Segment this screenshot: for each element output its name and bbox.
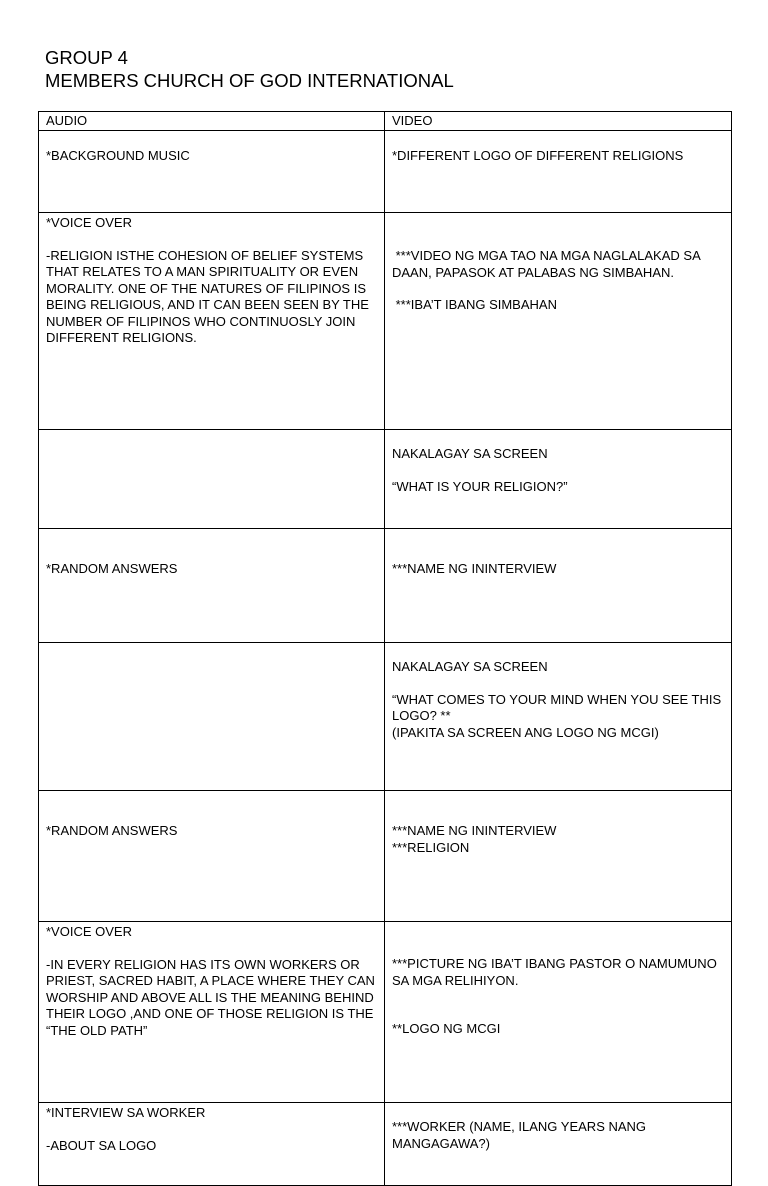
audio-cell (39, 922, 385, 1103)
audio-body: -ABOUT SA LOGO (46, 1137, 157, 1153)
video-cell (385, 643, 732, 791)
table-row (39, 791, 732, 922)
video-cell (385, 1103, 732, 1186)
audio-title: *VOICE OVER (46, 215, 132, 230)
audio-text: *RANDOM ANSWERS (46, 823, 178, 838)
audio-text: *RANDOM ANSWERS (46, 561, 178, 576)
audio-title: *INTERVIEW SA WORKER (46, 1105, 206, 1120)
audio-cell (39, 643, 385, 791)
video-text: NAKALAGAY SA SCREEN (392, 659, 548, 674)
audio-cell (39, 213, 385, 430)
video-text: “WHAT COMES TO YOUR MIND WHEN YOU SEE THIS LOGO? ** (392, 691, 725, 723)
video-text: ***WORKER (NAME, ILANG YEARS NANG MANGAGAWA?) (392, 1119, 650, 1151)
audio-cell (39, 1103, 385, 1186)
group-title: GROUP 4 (45, 47, 128, 68)
table-row (39, 643, 732, 791)
script-table (38, 111, 732, 1186)
video-text: ***RELIGION (392, 839, 470, 855)
table-header-row (39, 112, 732, 131)
video-cell (385, 213, 732, 430)
video-text: (IPAKITA SA SCREEN ANG LOGO NG MCGI) (392, 724, 659, 740)
video-column-header: VIDEO (385, 112, 732, 131)
audio-cell (39, 430, 385, 529)
table-row (39, 213, 732, 430)
table-row (39, 529, 732, 643)
video-text: NAKALAGAY SA SCREEN (392, 446, 548, 461)
document-title: MEMBERS CHURCH OF GOD INTERNATIONAL (45, 70, 454, 91)
video-text: ***VIDEO NG MGA TAO NA MGA NAGLALAKAD SA DAAN, PAPASOK AT PALABAS NG SIMBAHAN. (392, 248, 704, 280)
video-cell (385, 922, 732, 1103)
video-text: ***NAME NG ININTERVIEW (392, 823, 557, 838)
audio-cell (39, 131, 385, 213)
audio-column-header: AUDIO (39, 112, 385, 131)
video-text: **LOGO NG MCGI (392, 1021, 501, 1036)
video-text: ***PICTURE NG IBA’T IBANG PASTOR O NAMUMUNO SA MGA RELIHIYON. (392, 956, 721, 988)
audio-body: -RELIGION ISTHE COHESION OF BELIEF SYSTEMS THAT RELATES TO A MAN SPIRITUALITY OR EVEN MORALITY. ONE OF THE NATURES OF FILIPINOS IS BEING RELIGIOUS, AND IT CAN BEEN SEEN BY THE NUMBER OF FILIPINOS WHO CONTINUOSLY JOIN DIFFERENT RELIGIONS. (46, 247, 373, 345)
video-cell (385, 430, 732, 529)
video-cell (385, 529, 732, 643)
table-row (39, 1103, 732, 1186)
audio-title: *VOICE OVER (46, 924, 132, 939)
table-row (39, 922, 732, 1103)
video-text: “WHAT IS YOUR RELIGION?” (392, 478, 568, 494)
video-cell (385, 131, 732, 213)
audio-text: *BACKGROUND MUSIC (46, 148, 190, 163)
audio-cell (39, 791, 385, 922)
video-text: ***IBA’T IBANG SIMBAHAN (392, 297, 557, 312)
document-header (45, 46, 454, 92)
audio-cell (39, 529, 385, 643)
video-cell (385, 791, 732, 922)
audio-body: -IN EVERY RELIGION HAS ITS OWN WORKERS OR PRIEST, SACRED HABIT, A PLACE WHERE THEY CAN WORSHIP AND ABOVE ALL IS THE MEANING BEHIND THEIR LOGO ,AND ONE OF THOSE RELIGION IS THE “THE OLD PATH” (46, 956, 379, 1038)
video-text: *DIFFERENT LOGO OF DIFFERENT RELIGIONS (392, 148, 684, 163)
table-row (39, 430, 732, 529)
table-row (39, 131, 732, 213)
video-text: ***NAME NG ININTERVIEW (392, 561, 557, 576)
